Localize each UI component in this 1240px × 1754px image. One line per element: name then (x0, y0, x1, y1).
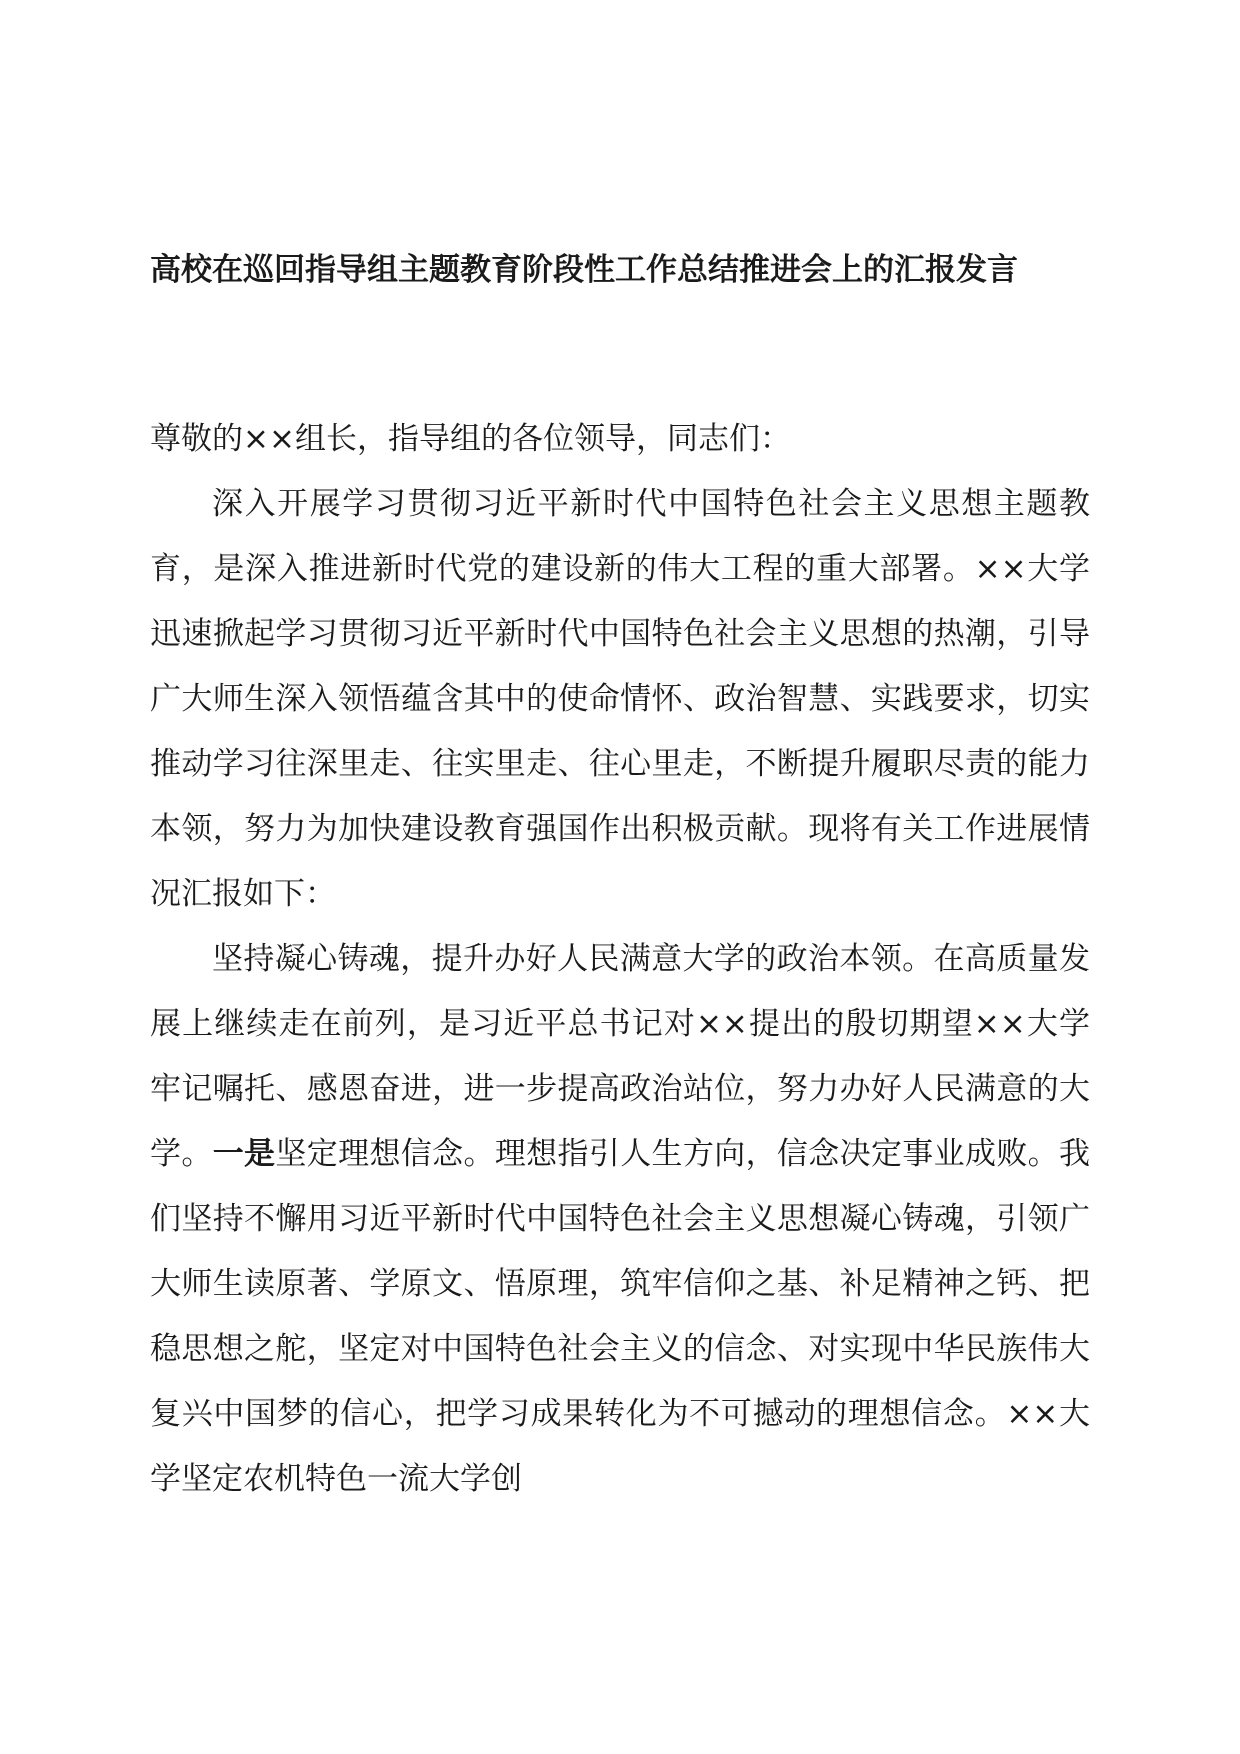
document-title: 高校在巡回指导组主题教育阶段性工作总结推进会上的汇报发言 (150, 252, 1018, 288)
bold-point-marker: 一是 (212, 1136, 276, 1172)
document-body (150, 407, 1090, 1512)
paragraph-text-rest: 坚定理想信念。理想指引人生方向，信念决定事业成败。我们坚持不懈用习近平新时代中国特色社会主义思想凝心铸魂，引领广大师生读原著、学原文、悟原理，筑牢信仰之基、补足精神之钙、把稳思想之舵，坚定对中国特色社会主义的信念、对实现中华民族伟大复兴中国梦的信心，把学习成果转化为不可撼动的理想信念。××大学坚定农机特色一流大学创 (150, 1136, 1091, 1497)
salutation: 尊敬的××组长，指导组的各位领导，同志们： (150, 421, 791, 457)
paragraph-intro: 深入开展学习贯彻习近平新时代中国特色社会主义思想主题教育，是深入推进新时代党的建设新的伟大工程的重大部署。××大学迅速掀起学习贯彻习近平新时代中国特色社会主义思想的热潮，引导广大师生深入领悟蕴含其中的使命情怀、政治智慧、实践要求，切实推动学习往深里走、往实里走、往心里走，不断提升履职尽责的能力本领，努力为加快建设教育强国作出积极贡献。现将有关工作进展情况汇报如下： (150, 486, 1090, 912)
paragraph-political-skill (150, 927, 1090, 1512)
paragraph-text-lead: 坚持凝心铸魂，提升办好人民满意大学的政治本领。在高质量发展上继续走在前列，是习近平总书记对××提出的殷切期望××大学牢记嘱托、感恩奋进，进一步提高政治站位，努力办好人民满意的大学。 (150, 941, 1090, 1172)
